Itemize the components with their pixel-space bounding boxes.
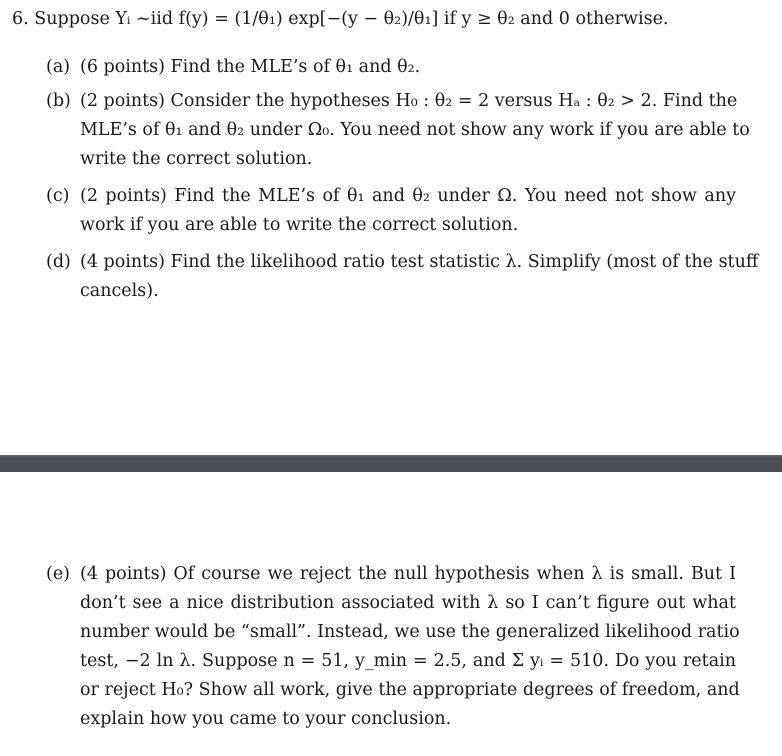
text-line: write the correct solution. bbox=[80, 149, 313, 169]
part-e-label: (e) bbox=[46, 564, 71, 584]
page-separator bbox=[0, 455, 782, 472]
part-d-text bbox=[80, 248, 759, 306]
part-e bbox=[46, 560, 740, 734]
text-line: (6 points) Find the MLE’s of θ₁ and θ₂. bbox=[80, 57, 421, 77]
part-b-text bbox=[80, 87, 750, 174]
part-e-text bbox=[80, 560, 740, 734]
text-line: test, −2 ln λ. Suppose n = 51, y_min = 2.5, and Σ yᵢ = 510. Do you retain bbox=[80, 651, 736, 671]
text-line: (2 points) Consider the hypotheses H₀ : θ₂ = 2 versus Hₐ : θ₂ > 2. Find the bbox=[80, 91, 738, 111]
text-line: number would be “small”. Instead, we use the generalized likelihood ratio bbox=[80, 622, 740, 642]
part-a bbox=[46, 53, 736, 82]
part-a-label: (a) bbox=[46, 57, 71, 77]
part-b-label: (b) bbox=[46, 91, 71, 111]
part-c bbox=[46, 182, 736, 240]
part-d-label: (d) bbox=[46, 252, 71, 272]
part-d bbox=[46, 248, 759, 306]
part-c-text bbox=[80, 182, 736, 240]
problem-statement: 6. Suppose Yᵢ ~iid f(y) = (1/θ₁) exp[−(y − θ₂)/θ₁] if y ≥ θ₂ and 0 otherwise. bbox=[12, 9, 669, 29]
text-line: cancels). bbox=[80, 281, 159, 301]
text-line: MLE’s of θ₁ and θ₂ under Ω₀. You need not show any work if you are able to bbox=[80, 120, 750, 140]
part-c-label: (c) bbox=[46, 186, 70, 206]
text-line: explain how you came to your conclusion. bbox=[80, 709, 452, 729]
text-line: (4 points) Of course we reject the null hypothesis when λ is small. But I bbox=[80, 564, 736, 584]
text-line: work if you are able to write the correct solution. bbox=[80, 215, 519, 235]
text-line: (4 points) Find the likelihood ratio test statistic λ. Simplify (most of the stuff bbox=[80, 252, 759, 272]
text-line: or reject H₀? Show all work, give the appropriate degrees of freedom, and bbox=[80, 680, 740, 700]
text-line: don’t see a nice distribution associated with λ so I can’t figure out what bbox=[80, 593, 736, 613]
text-line: (2 points) Find the MLE’s of θ₁ and θ₂ under Ω. You need not show any bbox=[80, 186, 736, 206]
part-a-text bbox=[80, 53, 736, 82]
part-b bbox=[46, 87, 750, 174]
